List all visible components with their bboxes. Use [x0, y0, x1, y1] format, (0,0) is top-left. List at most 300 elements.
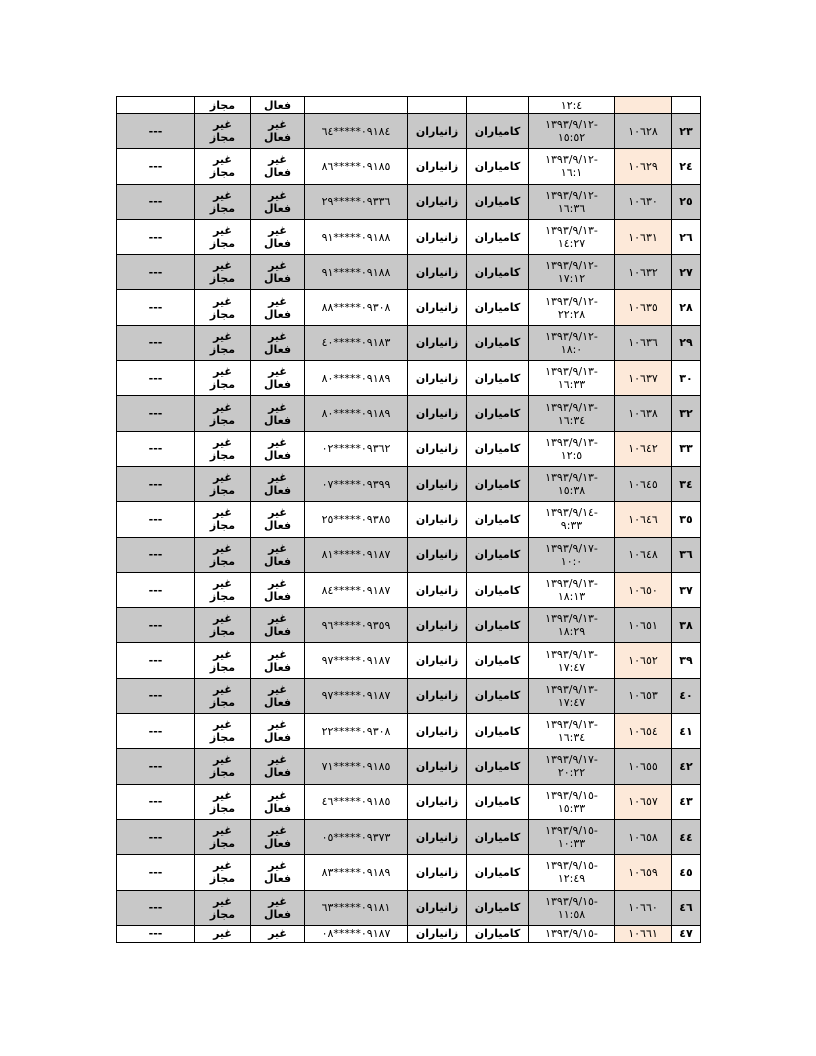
record-status-line: غیر — [268, 224, 287, 238]
record-status-line: غیر — [268, 188, 287, 202]
record-status-line: غیر — [268, 153, 287, 167]
record-status: فعال — [251, 97, 305, 114]
record-code — [615, 97, 672, 114]
record-brand: کامیاران — [467, 714, 529, 749]
record-license-line: غیر — [213, 718, 232, 732]
record-code: ١٠٦٤٢ — [615, 431, 672, 466]
record-license-line: مجاز — [209, 837, 236, 851]
record-status-line: فعال — [263, 131, 292, 145]
record-code: ١٠٦٣١ — [615, 219, 672, 254]
row-number: ٣٠ — [672, 361, 701, 396]
row-number: ٤٠ — [672, 678, 701, 713]
record-status-line: فعال — [263, 448, 292, 462]
record-license — [195, 325, 251, 360]
record-status-line: غیر — [268, 718, 287, 732]
record-license — [195, 643, 251, 678]
record-phone: ٠٩١٨٧*****٩٧ — [305, 678, 408, 713]
record-date-line: ١٢:٥ — [560, 448, 583, 462]
row-number: ٤٦ — [672, 890, 701, 925]
record-operator: زانیاران — [408, 819, 467, 854]
record-status-line: فعال — [263, 484, 292, 498]
table-row — [117, 361, 701, 396]
record-license — [195, 890, 251, 925]
record-license — [195, 255, 251, 290]
record-brand: کامیاران — [467, 537, 529, 572]
record-status — [251, 184, 305, 219]
table-row — [117, 184, 701, 219]
record-status-line: غیر — [268, 894, 287, 908]
table-row-partial-top — [117, 97, 701, 114]
record-note: --- — [117, 219, 195, 254]
record-license-line: مجاز — [209, 378, 236, 392]
record-date — [529, 466, 615, 501]
record-date-line: -١٣٩٣/٩/١٤ — [545, 506, 598, 520]
record-date — [529, 714, 615, 749]
record-date — [529, 749, 615, 784]
row-number — [672, 97, 701, 114]
record-license — [195, 749, 251, 784]
record-license-line: غیر — [213, 400, 232, 414]
record-status-line: فعال — [263, 201, 292, 215]
record-operator: زانیاران — [408, 431, 467, 466]
record-phone: ٠٩٣٦٢*****٠٢ — [305, 431, 408, 466]
record-date — [529, 255, 615, 290]
record-status-line: غیر — [268, 577, 287, 590]
record-operator: زانیاران — [408, 925, 467, 942]
record-license-line: غیر — [213, 153, 232, 167]
record-date-line: -١٣٩٣/٩/١٣ — [545, 435, 598, 449]
record-operator: زانیاران — [408, 149, 467, 184]
record-brand: کامیاران — [467, 255, 529, 290]
record-status-line: فعال — [263, 766, 292, 780]
table-row — [117, 537, 701, 572]
record-phone: ٠٩١٨٨*****٩١ — [305, 255, 408, 290]
record-date-line: ١٢:٤٩ — [557, 872, 586, 886]
record-operator: زانیاران — [408, 608, 467, 643]
record-status-line: غیر — [268, 400, 287, 414]
row-number: ٢٣ — [672, 114, 701, 149]
record-operator: زانیاران — [408, 396, 467, 431]
record-status-line: غیر — [268, 612, 287, 626]
record-date — [529, 819, 615, 854]
record-license — [195, 714, 251, 749]
table-row — [117, 608, 701, 643]
record-note: --- — [117, 396, 195, 431]
record-operator: زانیاران — [408, 749, 467, 784]
record-status-line: غیر — [268, 788, 287, 802]
record-phone: ٠٩١٨٤*****٦٤ — [305, 114, 408, 149]
record-date-line: -١٣٩٣/٩/١٣ — [545, 718, 598, 732]
record-status-line: فعال — [263, 837, 292, 851]
record-status — [251, 396, 305, 431]
record-license-line: مجاز — [209, 131, 236, 145]
table-row — [117, 819, 701, 854]
record-status — [251, 431, 305, 466]
record-status — [251, 325, 305, 360]
record-license — [195, 855, 251, 890]
record-license-line: مجاز — [209, 907, 236, 921]
record-license-line: مجاز — [209, 448, 236, 462]
record-license — [195, 431, 251, 466]
row-number: ٢٤ — [672, 149, 701, 184]
table-row — [117, 502, 701, 537]
record-date-line: -١٣٩٣/٩/١٢ — [545, 259, 598, 273]
record-date: ١٢:٤ — [529, 97, 615, 114]
record-code: ١٠٦٥٠ — [615, 572, 672, 607]
record-date — [529, 290, 615, 325]
row-number: ٤٧ — [672, 925, 701, 942]
record-code: ١٠٦٥٨ — [615, 819, 672, 854]
record-phone: ٠٩١٨٧*****٠٨ — [305, 925, 408, 942]
record-license — [195, 361, 251, 396]
record-license-line: غیر — [213, 753, 232, 767]
record-date-line: -١٣٩٣/٩/١٥ — [545, 788, 598, 802]
record-license-line: غیر — [213, 894, 232, 908]
record-note: --- — [117, 890, 195, 925]
row-number: ٣٣ — [672, 431, 701, 466]
record-date — [529, 890, 615, 925]
record-date — [529, 678, 615, 713]
row-number: ٣٤ — [672, 466, 701, 501]
record-operator: زانیاران — [408, 255, 467, 290]
record-brand: کامیاران — [467, 608, 529, 643]
record-note: --- — [117, 749, 195, 784]
record-status — [251, 784, 305, 819]
record-note — [117, 97, 195, 114]
record-brand: کامیاران — [467, 855, 529, 890]
row-number: ٣٧ — [672, 572, 701, 607]
record-license-line: مجاز — [209, 766, 236, 780]
record-operator: زانیاران — [408, 502, 467, 537]
record-date-line: -١٣٩٣/٩/١٢ — [545, 329, 598, 343]
record-brand: کامیاران — [467, 643, 529, 678]
record-status — [251, 819, 305, 854]
record-operator: زانیاران — [408, 184, 467, 219]
record-license-line: غیر — [213, 435, 232, 449]
record-status — [251, 502, 305, 537]
row-number: ٣٨ — [672, 608, 701, 643]
record-phone: ٠٩١٨٥*****٧١ — [305, 749, 408, 784]
record-status-line: غیر — [268, 859, 287, 873]
record-date — [529, 502, 615, 537]
record-brand: کامیاران — [467, 149, 529, 184]
record-code: ١٠٦٣٧ — [615, 361, 672, 396]
record-date-line: ١٧:٤٧ — [557, 660, 586, 674]
record-status — [251, 290, 305, 325]
record-license-line: مجاز — [209, 695, 236, 709]
record-status-line: فعال — [263, 554, 292, 568]
record-brand: کامیاران — [467, 502, 529, 537]
table-row — [117, 325, 701, 360]
record-phone: ٠٩١٨٥*****٤٦ — [305, 784, 408, 819]
record-note: --- — [117, 925, 195, 942]
record-brand: کامیاران — [467, 219, 529, 254]
record-status-line: فعال — [263, 590, 292, 603]
record-license-line: مجاز — [209, 872, 236, 886]
table-row — [117, 678, 701, 713]
record-code: ١٠٦٦١ — [615, 925, 672, 942]
record-operator: زانیاران — [408, 855, 467, 890]
record-status-line: غیر — [268, 329, 287, 343]
record-status — [251, 608, 305, 643]
record-date-line: -١٣٩٣/٩/١٣ — [545, 577, 598, 590]
record-phone: ٠٩١٨٩*****٨٣ — [305, 855, 408, 890]
table-row-partial-bottom — [117, 925, 701, 942]
row-number: ٢٨ — [672, 290, 701, 325]
record-operator: زانیاران — [408, 325, 467, 360]
record-phone: ٠٩١٨٧*****٨٤ — [305, 572, 408, 607]
record-date-line: -١٣٩٣/٩/١٣ — [545, 224, 598, 238]
record-date-line: ١٠:٠ — [560, 554, 583, 568]
record-date — [529, 572, 615, 607]
record-license — [195, 114, 251, 149]
record-status-line: فعال — [263, 731, 292, 745]
record-code: ١٠٦٤٦ — [615, 502, 672, 537]
record-status-line: غیر — [268, 753, 287, 767]
record-brand: کامیاران — [467, 890, 529, 925]
record-date-line: -١٣٩٣/٩/١٢ — [545, 294, 598, 308]
table-row — [117, 466, 701, 501]
record-status — [251, 678, 305, 713]
record-status-line: فعال — [263, 801, 292, 815]
record-code: ١٠٦٣٦ — [615, 325, 672, 360]
record-brand: کامیاران — [467, 396, 529, 431]
record-status — [251, 749, 305, 784]
record-status-line: فعال — [263, 413, 292, 427]
record-status-line: فعال — [263, 872, 292, 886]
record-license-line: مجاز — [209, 731, 236, 745]
row-number: ٢٥ — [672, 184, 701, 219]
record-license-line: مجاز — [209, 660, 236, 674]
record-note: --- — [117, 537, 195, 572]
record-status-line: غیر — [268, 118, 287, 132]
record-phone: ٠٩١٨١*****٦٣ — [305, 890, 408, 925]
record-brand: کامیاران — [467, 114, 529, 149]
record-license-line: مجاز — [209, 237, 236, 251]
record-operator: زانیاران — [408, 643, 467, 678]
record-license — [195, 396, 251, 431]
record-date — [529, 184, 615, 219]
record-status-line: فعال — [263, 907, 292, 921]
record-brand — [467, 97, 529, 114]
record-date — [529, 537, 615, 572]
record-license — [195, 290, 251, 325]
record-date — [529, 361, 615, 396]
row-number: ٢٩ — [672, 325, 701, 360]
record-date: -١٣٩٣/٩/١٥ — [529, 925, 615, 942]
record-license-line: مجاز — [209, 519, 236, 533]
record-date-line: -١٣٩٣/٩/١٥ — [545, 824, 598, 838]
record-license — [195, 149, 251, 184]
record-license — [195, 502, 251, 537]
record-date-line: ١٦:١ — [560, 166, 583, 180]
record-status — [251, 114, 305, 149]
record-code: ١٠٦٥٢ — [615, 643, 672, 678]
record-license: مجاز — [195, 97, 251, 114]
record-brand: کامیاران — [467, 784, 529, 819]
record-license-line: غیر — [213, 647, 232, 661]
record-license — [195, 608, 251, 643]
record-date-line: ١٥:٣٨ — [557, 484, 586, 498]
record-license — [195, 784, 251, 819]
record-operator: زانیاران — [408, 784, 467, 819]
record-code: ١٠٦٥٤ — [615, 714, 672, 749]
record-date-line: ١٨:٠ — [560, 342, 583, 356]
record-status-line: فعال — [263, 307, 292, 321]
record-phone: ٠٩١٨٩*****٨٠ — [305, 396, 408, 431]
table-row — [117, 855, 701, 890]
record-operator — [408, 97, 467, 114]
record-license-line: غیر — [213, 859, 232, 873]
record-brand: کامیاران — [467, 361, 529, 396]
record-date — [529, 219, 615, 254]
record-status-line: غیر — [268, 471, 287, 485]
record-note: --- — [117, 290, 195, 325]
record-date-line: -١٣٩٣/٩/١٣ — [545, 471, 598, 485]
record-status-line: فعال — [263, 342, 292, 356]
record-code: ١٠٦٣٥ — [615, 290, 672, 325]
record-date-line: -١٣٩٣/٩/١٢ — [545, 188, 598, 202]
table-row — [117, 890, 701, 925]
row-number: ٤٤ — [672, 819, 701, 854]
record-date-line: ١٥:٥٢ — [557, 131, 586, 145]
record-status-line: فعال — [263, 378, 292, 392]
record-status-line: فعال — [263, 695, 292, 709]
record-operator: زانیاران — [408, 466, 467, 501]
record-operator: زانیاران — [408, 714, 467, 749]
record-brand: کامیاران — [467, 466, 529, 501]
record-operator: زانیاران — [408, 537, 467, 572]
table-row — [117, 749, 701, 784]
record-license: غیر — [195, 925, 251, 942]
record-status-line: غیر — [268, 435, 287, 449]
record-date-line: ١٤:٢٧ — [557, 237, 586, 251]
record-brand: کامیاران — [467, 925, 529, 942]
record-brand: کامیاران — [467, 819, 529, 854]
row-number: ٣٥ — [672, 502, 701, 537]
record-license-line: مجاز — [209, 166, 236, 180]
record-note: --- — [117, 855, 195, 890]
record-license-line: مجاز — [209, 554, 236, 568]
record-license — [195, 466, 251, 501]
record-note: --- — [117, 819, 195, 854]
record-note: --- — [117, 431, 195, 466]
record-phone: ٠٩١٨٣*****٤٠ — [305, 325, 408, 360]
record-brand: کامیاران — [467, 572, 529, 607]
record-status — [251, 537, 305, 572]
row-number: ٢٧ — [672, 255, 701, 290]
row-number: ٤٥ — [672, 855, 701, 890]
record-date — [529, 114, 615, 149]
record-brand: کامیاران — [467, 431, 529, 466]
record-code: ١٠٦٣٠ — [615, 184, 672, 219]
record-code: ١٠٦٥٩ — [615, 855, 672, 890]
table-row — [117, 784, 701, 819]
record-license — [195, 219, 251, 254]
record-date-line: ١٦:٣٦ — [557, 201, 586, 215]
record-license-line: غیر — [213, 788, 232, 802]
record-phone: ٠٩١٨٨*****٩١ — [305, 219, 408, 254]
record-license-line: غیر — [213, 365, 232, 379]
record-license-line: غیر — [213, 577, 232, 590]
record-note: --- — [117, 149, 195, 184]
record-phone: ٠٩١٨٩*****٨٠ — [305, 361, 408, 396]
record-date-line: -١٣٩٣/٩/١٣ — [545, 647, 598, 661]
record-note: --- — [117, 784, 195, 819]
record-date-line: ١٨:٢٩ — [557, 625, 586, 639]
record-note: --- — [117, 643, 195, 678]
record-status — [251, 255, 305, 290]
table-row — [117, 219, 701, 254]
record-status — [251, 890, 305, 925]
record-status-line: فعال — [263, 519, 292, 533]
row-number: ٤٣ — [672, 784, 701, 819]
record-phone: ٠٩١٨٥*****٨٦ — [305, 149, 408, 184]
record-status — [251, 361, 305, 396]
record-license-line: غیر — [213, 541, 232, 555]
record-date — [529, 643, 615, 678]
record-date-line: ١٦:٣٤ — [557, 731, 586, 745]
record-license-line: مجاز — [209, 590, 236, 603]
record-operator: زانیاران — [408, 572, 467, 607]
record-status — [251, 219, 305, 254]
record-date — [529, 396, 615, 431]
record-operator: زانیاران — [408, 219, 467, 254]
record-phone: ٠٩٣٠٨*****٢٢ — [305, 714, 408, 749]
record-date-line: -١٣٩٣/٩/١٧ — [545, 541, 598, 555]
record-date-line: ١٦:٣٤ — [557, 413, 586, 427]
record-license-line: مجاز — [209, 625, 236, 639]
record-status-line: غیر — [268, 824, 287, 838]
record-code: ١٠٦٢٩ — [615, 149, 672, 184]
record-phone — [305, 97, 408, 114]
record-phone: ٠٩٣٣٦*****٢٩ — [305, 184, 408, 219]
record-date-line: -١٣٩٣/٩/١٥ — [545, 859, 598, 873]
record-phone: ٠٩٣٩٩*****٠٧ — [305, 466, 408, 501]
record-status: غیر — [251, 925, 305, 942]
record-status — [251, 855, 305, 890]
record-date-line: -١٣٩٣/٩/١٢ — [545, 153, 598, 167]
record-license-line: غیر — [213, 224, 232, 238]
record-date-line: -١٣٩٣/٩/١٣ — [545, 365, 598, 379]
record-code: ١٠٦٥١ — [615, 608, 672, 643]
record-status-line: فعال — [263, 237, 292, 251]
record-operator: زانیاران — [408, 890, 467, 925]
row-number: ٣٢ — [672, 396, 701, 431]
table-row — [117, 396, 701, 431]
record-status-line: غیر — [268, 506, 287, 520]
record-code: ١٠٦٥٥ — [615, 749, 672, 784]
record-date-line: ٩:٣٣ — [560, 519, 583, 533]
record-status — [251, 466, 305, 501]
record-brand: کامیاران — [467, 184, 529, 219]
table-row — [117, 431, 701, 466]
table-row — [117, 114, 701, 149]
record-status-line: غیر — [268, 647, 287, 661]
record-date-line: ٢٢:٢٨ — [557, 307, 586, 321]
record-note: --- — [117, 502, 195, 537]
record-status-line: فعال — [263, 625, 292, 639]
record-license-line: مجاز — [209, 272, 236, 286]
record-brand: کامیاران — [467, 678, 529, 713]
record-brand: کامیاران — [467, 749, 529, 784]
record-license-line: مجاز — [209, 342, 236, 356]
record-license-line: مجاز — [209, 801, 236, 815]
table-row — [117, 643, 701, 678]
record-phone: ٠٩١٨٧*****٩٧ — [305, 643, 408, 678]
record-license-line: مجاز — [209, 201, 236, 215]
record-date-line: ١٥:٣٣ — [557, 801, 586, 815]
